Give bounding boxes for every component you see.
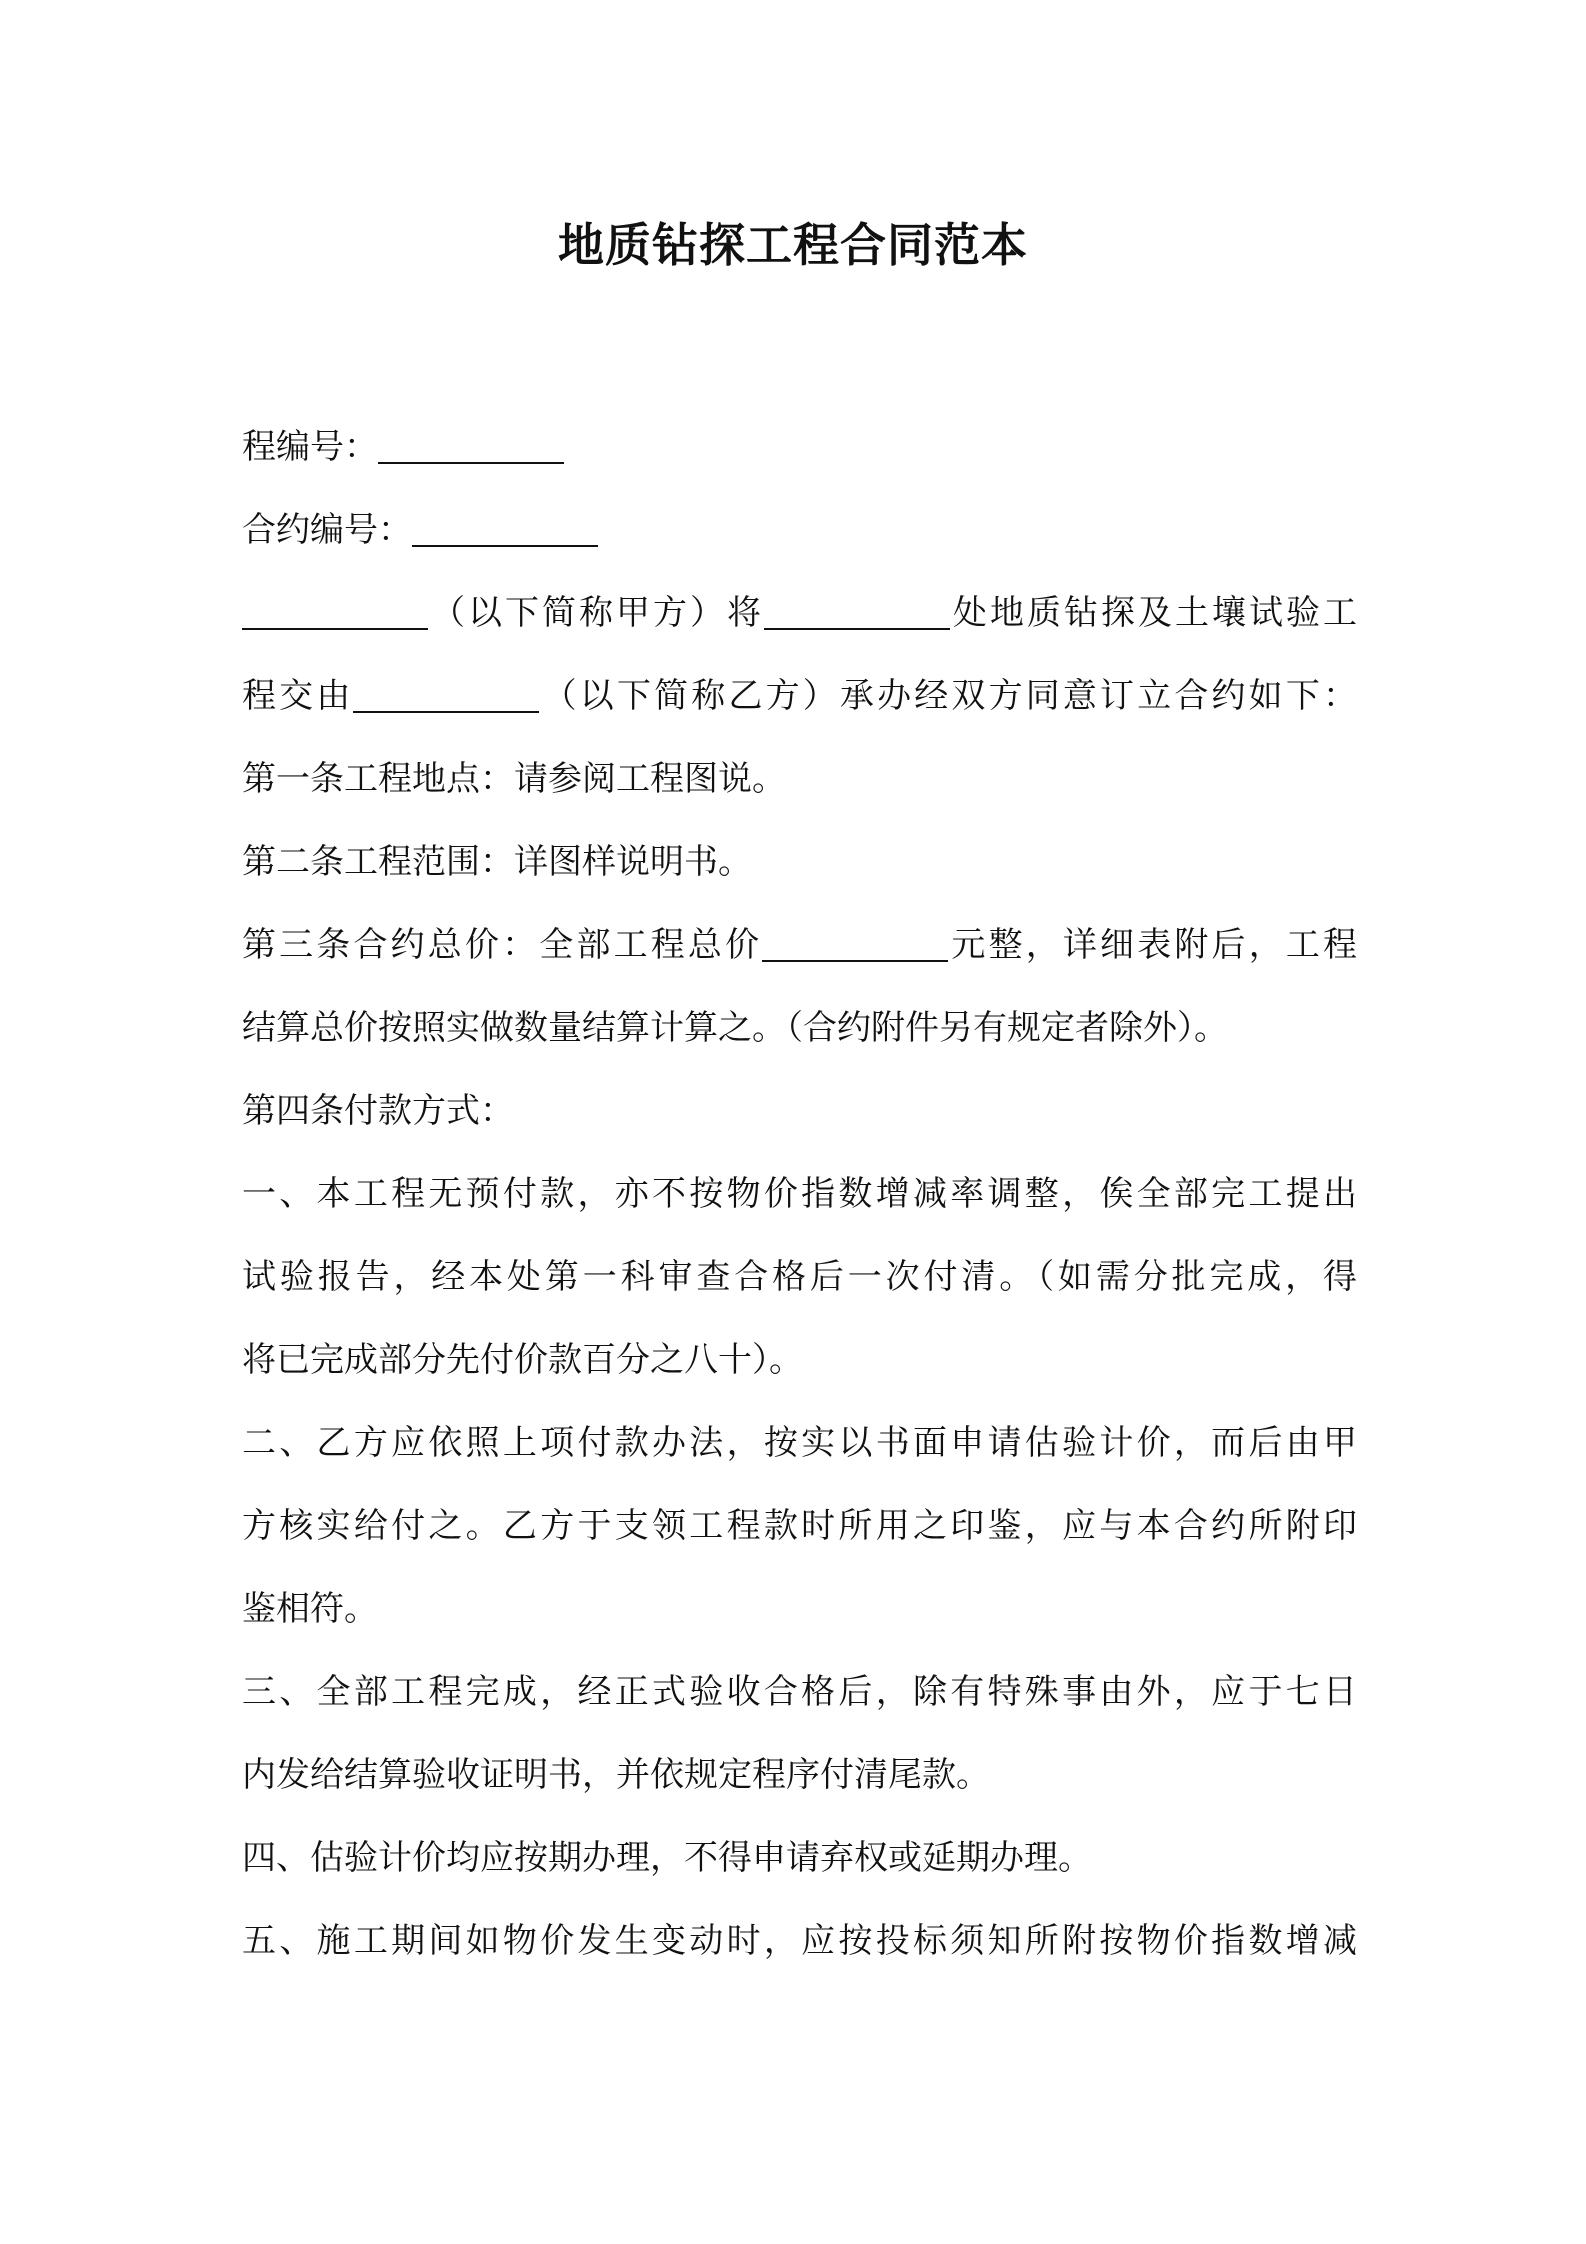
payment-clause-2-line-2: 方核实给付之。乙方于支领工程款时所用之印鉴，应与本合约所附印 [242, 1506, 1357, 1546]
payment-clause-1-line-2: 试验报告，经本处第一科审查合格后一次付清。（如需分批完成，得 [242, 1257, 1357, 1297]
line-text: （以下简称乙方）承办经双方同意订立合约如下： [539, 676, 1357, 716]
intro-line-1 [242, 572, 1357, 655]
payment-clause-3-line-1: 三、全部工程完成，经正式验收合格后，除有特殊事由外，应于七日 [242, 1672, 1357, 1712]
payment-clause-1-line-1: 一、本工程无预付款，亦不按物价指数增减率调整，俟全部完工提出 [242, 1174, 1357, 1214]
contract-body [242, 406, 1357, 1983]
payment-clause-3-line-2: 内发给结算验收证明书，并依规定程序付清尾款。 [242, 1755, 990, 1795]
line-text: 合约编号： [242, 510, 412, 550]
payment-clause-5-line-1: 五、施工期间如物价发生变动时，应按投标须知所附按物价指数增减 [242, 1921, 1357, 1961]
article-3-line-2: 结算总价按照实做数量结算计算之。（合约附件另有规定者除外）。 [242, 1008, 1228, 1048]
article-4-heading: 第四条付款方式： [242, 1091, 514, 1131]
article-3-line [242, 904, 1357, 987]
project-number-blank [378, 432, 564, 464]
article-2-line: 第二条工程范围：详图样说明书。 [242, 842, 752, 882]
line-text: 程交由 [242, 676, 354, 716]
contract-number-blank [412, 515, 598, 547]
payment-clause-1-line-3: 将已完成部分先付价款百分之八十）。 [242, 1340, 803, 1380]
location-blank [764, 598, 950, 630]
intro-line-2 [242, 655, 1357, 738]
payment-clause-4-line-1: 四、估验计价均应按期办理，不得申请弃权或延期办理。 [242, 1838, 1092, 1878]
line-text: 元整，详细表附后，工程 [948, 925, 1357, 965]
line-text: 第三条合约总价：全部工程总价 [242, 925, 763, 965]
total-price-blank [762, 930, 948, 962]
document-title: 地质钻探工程合同范本 [558, 218, 1028, 272]
project-number-line [242, 406, 1357, 489]
party-b-blank [353, 681, 539, 713]
line-text: 处地质钻探及土壤试验工 [950, 593, 1357, 633]
contract-number-line [242, 489, 1357, 572]
line-text: 程编号： [242, 427, 378, 467]
payment-clause-2-line-1: 二、乙方应依照上项付款办法，按实以书面申请估验计价，而后由甲 [242, 1423, 1357, 1463]
line-text: （以下简称甲方）将 [428, 593, 764, 633]
payment-clause-2-line-3: 鉴相符。 [242, 1589, 378, 1629]
party-a-blank [242, 598, 428, 630]
article-1-line: 第一条工程地点：请参阅工程图说。 [242, 759, 786, 799]
